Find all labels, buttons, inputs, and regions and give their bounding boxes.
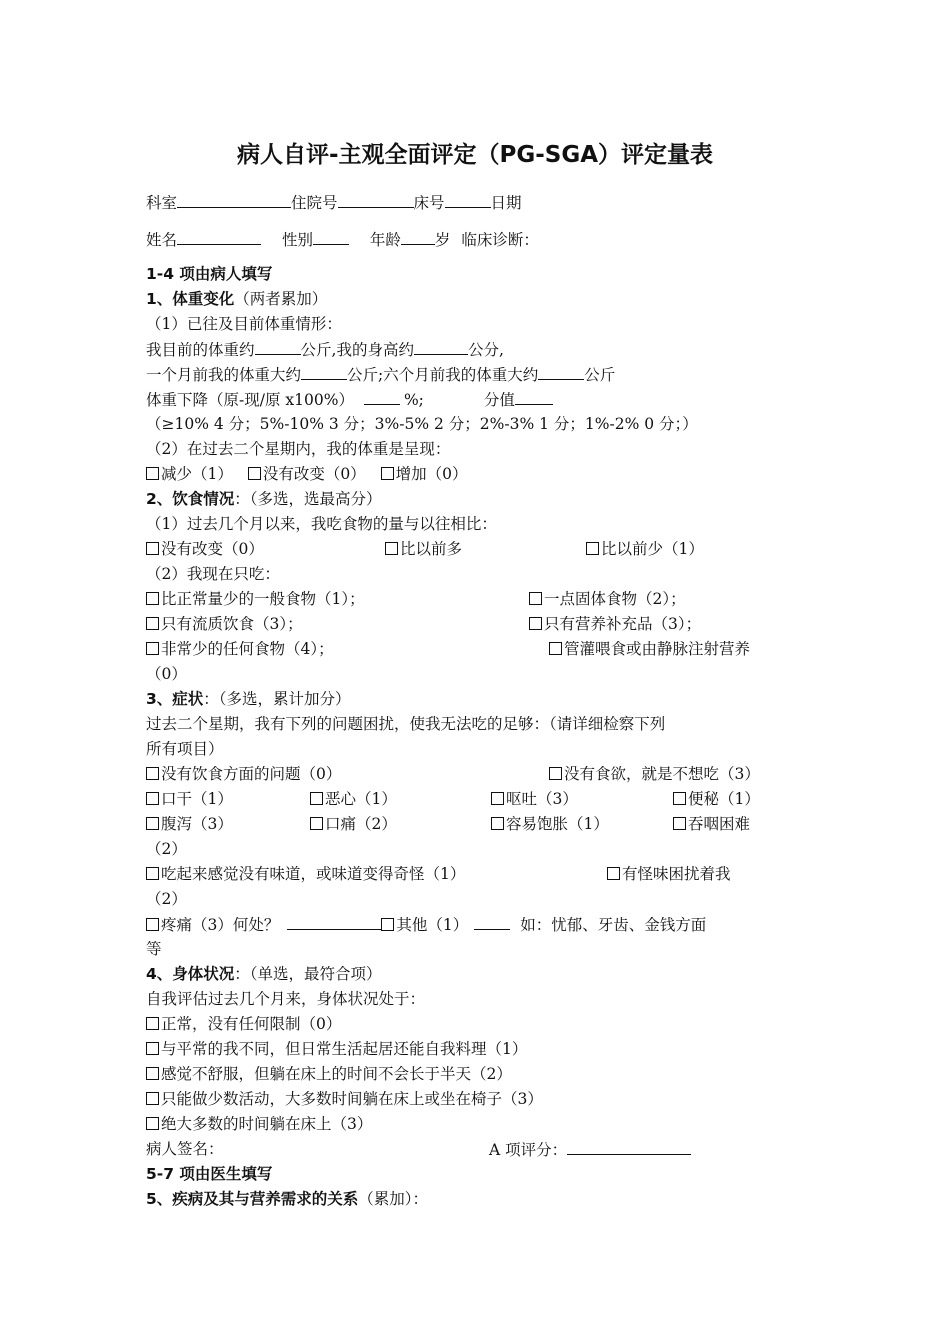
- s2-option-very-little[interactable]: [146, 639, 334, 659]
- pain-location-field[interactable]: [287, 914, 381, 930]
- s2-option-less[interactable]: [586, 539, 704, 559]
- checkbox[interactable]: [146, 767, 159, 780]
- option-label: 比以前少（1）: [601, 540, 704, 558]
- checkbox[interactable]: [491, 817, 504, 830]
- checkbox[interactable]: [146, 1042, 159, 1055]
- checkbox[interactable]: [586, 542, 599, 555]
- a-score-label: A 项评分：: [489, 1141, 568, 1159]
- checkbox[interactable]: [146, 642, 159, 655]
- height-unit: 公分,: [467, 341, 504, 359]
- s3-option-diarrhea[interactable]: [146, 814, 233, 834]
- current-weight-label: 我目前的体重约: [146, 341, 255, 359]
- s4-option-bedridden[interactable]: [146, 1114, 372, 1134]
- weight-6m-field[interactable]: [538, 364, 584, 380]
- option-label: 没有改变（0）: [262, 465, 366, 483]
- checkbox[interactable]: [607, 867, 620, 880]
- s3-option-no-problem[interactable]: [146, 764, 341, 784]
- s1-weight-height-line: [146, 339, 504, 360]
- s2-option-little-solid[interactable]: [529, 589, 686, 609]
- height-field[interactable]: [414, 339, 468, 355]
- section-4-note: ：（单选，最符合项）: [234, 965, 382, 983]
- header-row-2: [146, 229, 539, 250]
- other-field[interactable]: [474, 914, 510, 930]
- dept-field[interactable]: [177, 192, 291, 208]
- option-label: 其他（1）: [396, 916, 469, 934]
- section-1-title: 1、体重变化: [146, 290, 235, 308]
- option-label: 恶心（1）: [325, 790, 397, 808]
- section-5-heading: [146, 1189, 428, 1209]
- s1-scoring-rule: （≥10% 4 分；5%-10% 3 分；3%-5% 2 分；2%-3% 1 分；1%-2% 0 分；）: [146, 415, 698, 433]
- option-label: 只能做少数活动，大多数时间躺在床上或坐在椅子（3）: [161, 1090, 543, 1108]
- s2-option-more[interactable]: [385, 539, 462, 559]
- option-label: 吞咽困难: [688, 815, 751, 833]
- option-label: 减少（1）: [161, 465, 233, 483]
- s2-question-2: （2）我现在只吃：: [146, 565, 280, 583]
- checkbox[interactable]: [146, 817, 159, 830]
- option-label: 口痛（2）: [325, 815, 397, 833]
- s1-question-1: （1）已往及目前体重情形：: [146, 315, 342, 333]
- checkbox[interactable]: [673, 817, 686, 830]
- weight-6m-label: 公斤;六个月前我的体重大约: [347, 366, 539, 384]
- a-score-field[interactable]: [567, 1139, 691, 1155]
- option-label: 只有流质饮食（3）；: [161, 615, 303, 633]
- section-5-note: （累加）：: [358, 1190, 429, 1208]
- option-label: 没有改变（0）: [161, 540, 264, 558]
- score-field[interactable]: [515, 389, 553, 405]
- option-label: 管灌喂食或由静脉注射营养: [564, 640, 751, 658]
- s3-option-dysphagia[interactable]: [673, 814, 750, 834]
- header-row-1: [146, 192, 522, 213]
- checkbox[interactable]: [146, 592, 159, 605]
- section-3-title: 3、症状: [146, 690, 204, 708]
- diagnosis-label: 临床诊断：: [461, 231, 539, 249]
- option-label: 没有饮食方面的问题（0）: [161, 765, 342, 783]
- checkbox[interactable]: [529, 617, 542, 630]
- option-label: 比以前多: [400, 540, 463, 558]
- checkbox[interactable]: [146, 1067, 159, 1080]
- checkbox[interactable]: [146, 1092, 159, 1105]
- s4-intro: 自我评估过去几个月来，身体状况处于：: [146, 990, 426, 1008]
- section-1-heading: [146, 289, 327, 309]
- section-2-title: 2、饮食情况: [146, 490, 235, 508]
- s3-option-dry-mouth[interactable]: [146, 789, 233, 809]
- s2-option-liquid[interactable]: [146, 614, 303, 634]
- part-b-heading: 5-7 项由医生填写: [146, 1165, 273, 1183]
- admission-no-label: 住院号: [291, 194, 338, 212]
- option-label: 疼痛（3）何处？: [161, 916, 280, 934]
- s3-option-dysphagia-cont: （2）: [146, 840, 187, 858]
- option-decrease[interactable]: [146, 465, 233, 483]
- option-label: 感觉不舒服，但躺在床上的时间不会长于半天（2）: [161, 1065, 512, 1083]
- weight-1m-field[interactable]: [301, 364, 347, 380]
- checkbox[interactable]: [146, 867, 159, 880]
- checkbox[interactable]: [146, 1017, 159, 1030]
- s3-option-other[interactable]: [381, 916, 468, 934]
- s4-option-normal[interactable]: [146, 1014, 341, 1034]
- age-label: 年龄: [369, 231, 401, 249]
- option-label: 容易饱胀（1）: [506, 815, 609, 833]
- age-field[interactable]: [401, 229, 435, 245]
- option-label: 只有营养补充品（3）；: [544, 615, 702, 633]
- option-label: 非常少的任何食物（4）；: [161, 640, 334, 658]
- checkbox[interactable]: [549, 642, 562, 655]
- option-no-change[interactable]: [248, 465, 366, 483]
- option-label: 吃起来感觉没有味道，或味道变得奇怪（1）: [161, 865, 466, 883]
- section-3-heading: [146, 689, 351, 709]
- checkbox[interactable]: [491, 792, 504, 805]
- s3-option-constipation[interactable]: [673, 789, 760, 809]
- gender-field[interactable]: [313, 229, 349, 245]
- checkbox[interactable]: [248, 467, 261, 480]
- score-label: 分值: [483, 391, 515, 409]
- current-weight-field[interactable]: [255, 339, 301, 355]
- option-label: 与平常的我不同，但日常生活起居还能自我料理（1）: [161, 1040, 528, 1058]
- height-label: 公斤,我的身高约: [300, 341, 414, 359]
- s1-options: [146, 464, 468, 484]
- section-5-title: 5、疾病及其与营养需求的关系: [146, 1190, 359, 1208]
- checkbox[interactable]: [529, 592, 542, 605]
- checkbox[interactable]: [146, 1117, 159, 1130]
- option-label: 正常，没有任何限制（0）: [161, 1015, 342, 1033]
- name-label: 姓名: [146, 231, 178, 249]
- weight-loss-label: 体重下降（原-现/原 x100%）: [146, 391, 354, 409]
- section-2-note: ：（多选，选最高分）: [234, 490, 382, 508]
- s2-question-1: （1）过去几个月以来，我吃食物的量与以往相比：: [146, 515, 497, 533]
- part-a-heading: 1-4 项由病人填写: [146, 265, 273, 283]
- age-unit: 岁: [434, 231, 451, 249]
- weight-6m-unit: 公斤: [584, 366, 616, 384]
- s3-option-vomit[interactable]: [491, 789, 578, 809]
- checkbox[interactable]: [673, 792, 686, 805]
- bed-no-field[interactable]: [445, 192, 491, 208]
- s2-option-less-normal[interactable]: [146, 589, 365, 609]
- s3-option-mouth-pain[interactable]: [310, 814, 397, 834]
- page-title: 病人自评-主观全面评定（PG-SGA）评定量表: [236, 142, 714, 168]
- s3-option-taste-change[interactable]: [146, 864, 465, 884]
- s3-pain-other-line: [146, 914, 706, 935]
- checkbox[interactable]: [310, 817, 323, 830]
- option-label: 便秘（1）: [688, 790, 760, 808]
- s1-question-2: （2）在过去二个星期内，我的体重是呈现：: [146, 440, 451, 458]
- s1-weight-loss-line: [146, 389, 553, 410]
- checkbox[interactable]: [146, 467, 159, 480]
- section-4-title: 4、身体状况: [146, 965, 235, 983]
- option-label: 呕吐（3）: [506, 790, 578, 808]
- checkbox[interactable]: [146, 918, 159, 931]
- checkbox[interactable]: [385, 542, 398, 555]
- option-increase[interactable]: [381, 465, 468, 483]
- checkbox[interactable]: [381, 918, 394, 931]
- admission-no-field[interactable]: [338, 192, 414, 208]
- s3-option-odor-cont: （2）: [146, 890, 187, 908]
- s3-intro-2: 所有项目）: [146, 740, 224, 758]
- weight-1m-label: 一个月前我的体重大约: [146, 366, 302, 384]
- section-3-note: ：（多选，累计加分）: [203, 690, 351, 708]
- s3-intro-1: 过去二个星期，我有下列的问题困扰，使我无法吃的足够：（请详细检察下列: [146, 715, 666, 733]
- s3-option-pain[interactable]: [146, 916, 279, 934]
- s2-option-tube-feeding-cont: （0）: [146, 665, 187, 683]
- option-label: 比正常量少的一般食物（1）；: [161, 590, 365, 608]
- s2-option-no-change[interactable]: [146, 539, 264, 559]
- checkbox[interactable]: [549, 767, 562, 780]
- name-field[interactable]: [177, 229, 261, 245]
- checkbox[interactable]: [146, 617, 159, 630]
- s2-option-supplement[interactable]: [529, 614, 701, 634]
- s3-option-odor[interactable]: [607, 864, 731, 884]
- option-label: 增加（0）: [395, 465, 468, 483]
- dept-label: 科室: [146, 194, 178, 212]
- option-label: 口干（1）: [161, 790, 233, 808]
- section-4-heading: [146, 964, 382, 984]
- option-label: 有怪味困扰着我: [622, 865, 731, 883]
- s4-option-self-care[interactable]: [146, 1039, 527, 1059]
- s3-option-early-satiety[interactable]: [491, 814, 609, 834]
- s4-option-limited-activity[interactable]: [146, 1089, 543, 1109]
- s2-option-tube-feeding[interactable]: [549, 639, 750, 659]
- date-label: 日期: [490, 194, 522, 212]
- option-label: 绝大多数的时间躺在床上（3）: [161, 1115, 373, 1133]
- patient-signature-label: 病人签名：: [146, 1140, 224, 1158]
- s3-option-no-appetite[interactable]: [549, 764, 760, 784]
- s4-option-uncomfortable[interactable]: [146, 1064, 512, 1084]
- checkbox[interactable]: [146, 792, 159, 805]
- checkbox[interactable]: [146, 542, 159, 555]
- bed-no-label: 床号: [413, 194, 445, 212]
- s1-past-weight-line: [146, 364, 615, 385]
- section-2-heading: [146, 489, 382, 509]
- weight-loss-field[interactable]: [364, 389, 400, 405]
- s3-other-cont: 等: [146, 940, 162, 958]
- checkbox[interactable]: [310, 792, 323, 805]
- other-example: 如：忧郁、牙齿、金钱方面: [520, 916, 707, 934]
- checkbox[interactable]: [381, 467, 394, 480]
- section-1-note: （两者累加）: [234, 290, 328, 308]
- weight-loss-unit: %;: [403, 391, 424, 409]
- option-label: 没有食欲，就是不想吃（3）: [564, 765, 760, 783]
- option-label: 腹泻（3）: [161, 815, 233, 833]
- a-score-row: [489, 1139, 691, 1160]
- option-label: 一点固体食物（2）；: [544, 590, 686, 608]
- s3-option-nausea[interactable]: [310, 789, 397, 809]
- gender-label: 性别: [281, 231, 313, 249]
